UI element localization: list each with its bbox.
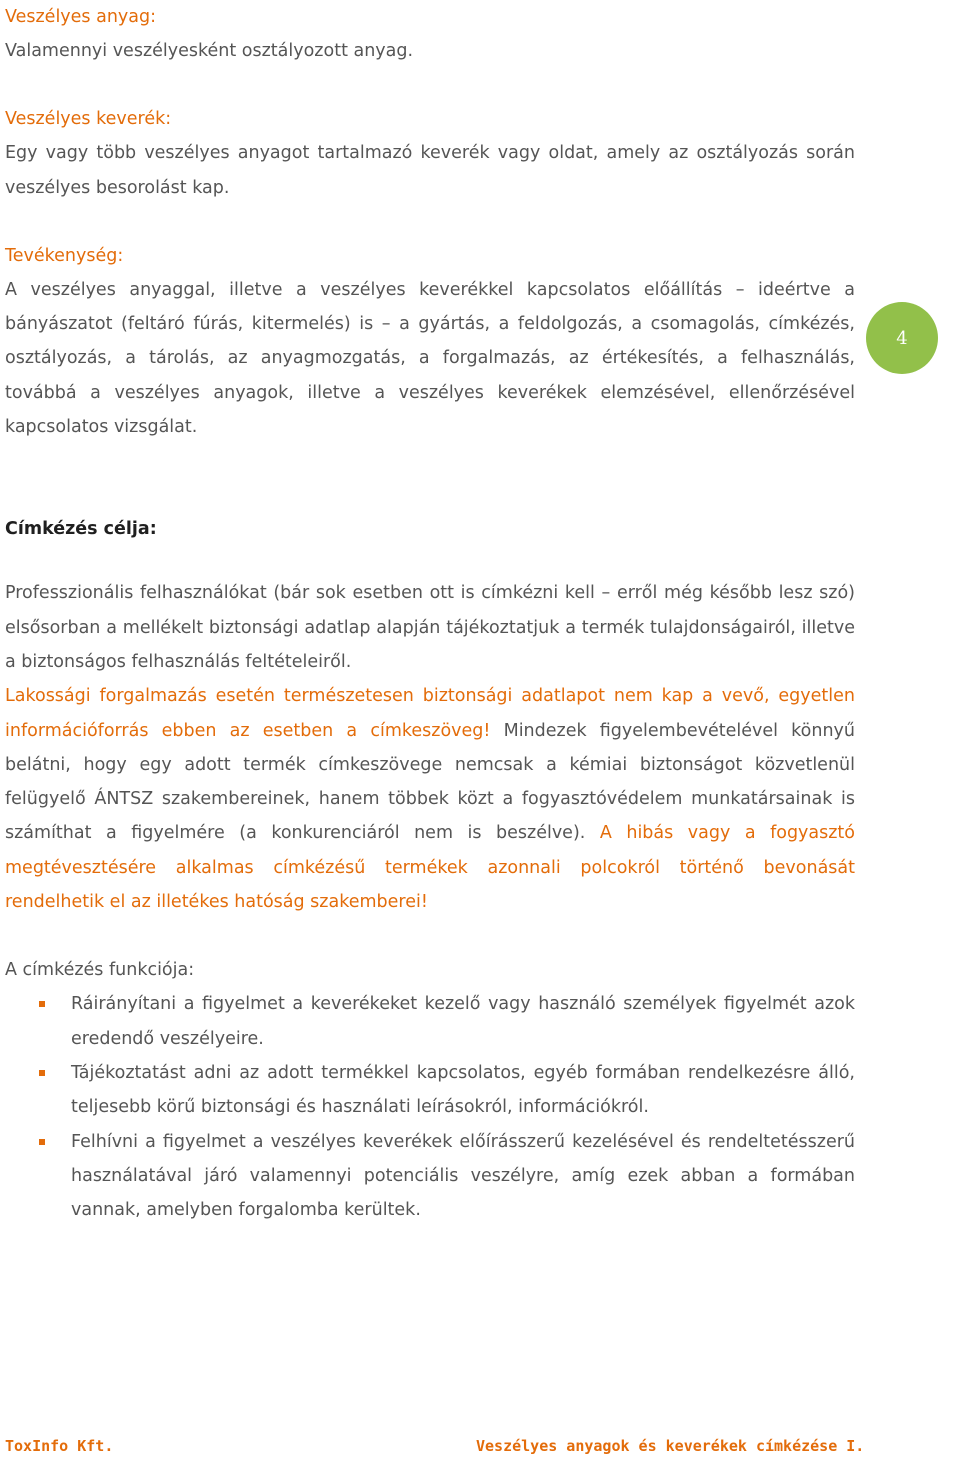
list-item: Ráirányítani a figyelmet a keverékeket kezelő vagy használó személyek figyelmét azok eredendő veszélyeire. [5, 987, 855, 1056]
square-bullet-icon [39, 1139, 45, 1145]
square-bullet-icon [39, 1001, 45, 1007]
list-item: Tájékoztatást adni az adott termékkel kapcsolatos, egyéb formában rendelkezésre álló, teljesebb körű biztonsági és használati leírásokról, információkról. [5, 1056, 855, 1125]
footer-company: ToxInfo Kft. [5, 1437, 114, 1455]
heading-veszelyes-keverek: Veszélyes keverék: [5, 109, 172, 130]
section-veszelyes-anyag [5, 0, 855, 68]
text-mindezek: Mindezek figyelembevételével könnyű belátni, hogy egy adott termék címkeszövege nemcsak a kémiai biztonságot közvetlenül felügyelő ÁNTSZ szakembereinek, hanem többek közt a fogyasztóvédelem munkatársainak is számíthat a figyelmére (a konkurenciáról nem is beszélve). [5, 720, 855, 844]
page-number-badge: 4 [866, 302, 938, 374]
text-cimkezes-celja-1: Professzionális felhasználókat (bár sok esetben ott is címkézni kell – erről még később lesz szó) elsősorban a mellékelt biztonsági adatlap alapján tájékoztatjuk a termék tulajdonságairól, illetve a biztonságos felhasználás feltételeiről. [5, 583, 855, 672]
text-lakossagi: Lakossági forgalmazás esetén természetesen biztonsági adatlapot nem kap a vevő, egyetlen információforrás ebben az esetben a címkeszöveg! [5, 686, 855, 741]
list-item: Felhívni a figyelmet a veszélyes keverékek előírásszerű kezelésével és rendeltetésszerű használatával járó valamennyi potenciális veszélyre, amíg ezek abban a formában vannak, amelyben forgalomba kerültek. [5, 1125, 855, 1228]
section-cimkezes-celja [5, 512, 855, 919]
text-veszelyes-anyag: Valamennyi veszélyesként osztályozott anyag. [5, 41, 414, 61]
text-tevekenyseg: A veszélyes anyaggal, illetve a veszélyes keverékkel kapcsolatos előállítás – ideértve a bányászatot (feltáró fúrás, kitermelés) is – a gyártás, a feldolgozás, a csomagolás, címkézés, osztályozás, a tárolás, az anyagmozgatás, a forgalmazás, az értékesítés, a felhasználás, továbbá a veszélyes anyagok, illetve a veszélyes keverékek elemzésével, ellenőrzésével kapcsolatos vizsgálat. [5, 279, 855, 438]
document-page [5, 0, 855, 1227]
text-cimkezes-celja-2 [5, 679, 855, 919]
section-tevekenyseg [5, 239, 855, 444]
section-funkcioja [5, 953, 855, 1227]
square-bullet-icon [39, 1070, 45, 1076]
text-veszelyes-keverek: Egy vagy több veszélyes anyagot tartalmazó keverék vagy oldat, amely az osztályozás során veszélyes besorolást kap. [5, 143, 855, 198]
text-hibas: A hibás vagy a fogyasztó megtévesztésére alkalmas címkézésű termékek azonnali polcokról történő bevonását rendelhetik el az illetékes hatóság szakemberei! [5, 823, 856, 913]
funkcio-list [5, 987, 855, 1227]
heading-tevekenyseg: Tevékenység: [5, 245, 124, 266]
heading-funkcioja: A címkézés funkciója: [5, 960, 195, 981]
footer-title: Veszélyes anyagok és keverékek címkézése I. [476, 1437, 865, 1455]
section-veszelyes-keverek [5, 102, 855, 205]
heading-cimkezes-celja: Címkézés célja: [5, 519, 157, 540]
heading-veszelyes-anyag: Veszélyes anyag: [5, 7, 157, 27]
